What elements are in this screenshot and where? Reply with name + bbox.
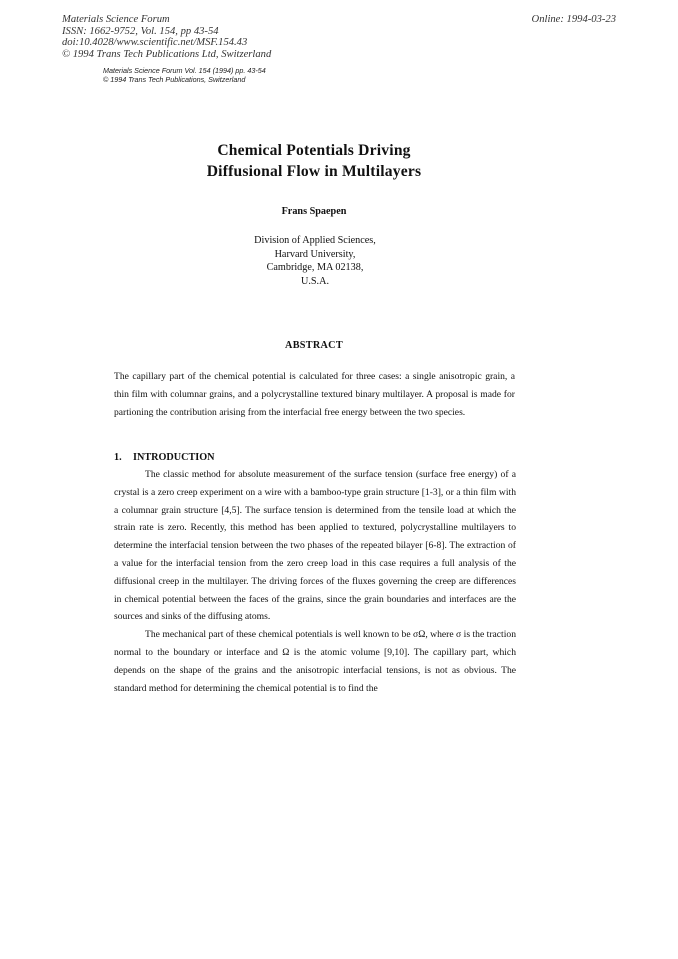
issn-line: ISSN: 1662-9752, Vol. 154, pp 43-54 [62,25,219,37]
publication-metadata [62,14,271,60]
section-title: INTRODUCTION [133,452,215,463]
doi-line: doi:10.4028/www.scientific.net/MSF.154.43 [62,37,248,49]
online-date: Online: 1994-03-23 [531,14,616,25]
abstract-heading: ABSTRACT [285,340,343,351]
title-line-2: Diffusional Flow in Multilayers [206,163,422,180]
paper-title [0,140,628,182]
affiliation-line: Harvard University, [274,248,356,260]
title-line-1: Chemical Potentials Driving [217,142,411,159]
affiliation-line: U.S.A. [300,275,330,287]
introduction-body [114,466,516,697]
original-citation [103,66,266,85]
original-copyright-line: © 1994 Trans Tech Publications, Switzerland [103,75,246,85]
abstract-text: The capillary part of the chemical potential is calculated for three cases: a single anisotropic grain, a thin film with columnar grains, and a polycrystalline textured binary multilayer. A proposal is made for partioning the contribution arising from the interfacial free energy between the two species. [114,371,515,418]
section-number: 1. [114,452,122,463]
original-citation-line: Materials Science Forum Vol. 154 (1994) pp. 43-54 [103,66,266,75]
copyright-line: © 1994 Trans Tech Publications Ltd, Switzerland [62,48,272,60]
section-heading-introduction [114,452,215,463]
author-name: Frans Spaepen [281,206,347,217]
paragraph: The mechanical part of these chemical potentials is well known to be σΩ, where σ is the traction normal to the boundary or interface and Ω is the atomic volume [9,10]. The capillary part, which depends on the shape of the grains and the anisotropic interfacial tensions, is not as obvious. The standard method for determining the chemical potential is to find the [114,629,516,694]
paragraph: The classic method for absolute measurement of the surface tension (surface free energy) of a crystal is a zero creep experiment on a wire with a bamboo-type grain structure [1-3], or a thin film with a columnar grain structure [4,5]. The surface tension is determined from the tensile load at which the strain rate is zero. Recently, this method has been applied to textured, polycrystalline multilayers to determine the interfacial tension between the two phases of the repeated bilayer [6-8]. The extraction of a value for the interfacial tension from the zero creep load in this case requires a full analysis of the diffusional creep in the multilayer. The driving forces of the fluxes governing the creep are differences in chemical potential between the faces of the grains, since the grain boundaries and interfaces are the sources and sinks of the diffusing atoms. [114,469,516,623]
affiliation-line: Cambridge, MA 02138, [266,262,364,273]
affiliation [0,234,630,288]
journal-name: Materials Science Forum [62,14,170,25]
affiliation-line: Division of Applied Sciences, [254,235,376,246]
